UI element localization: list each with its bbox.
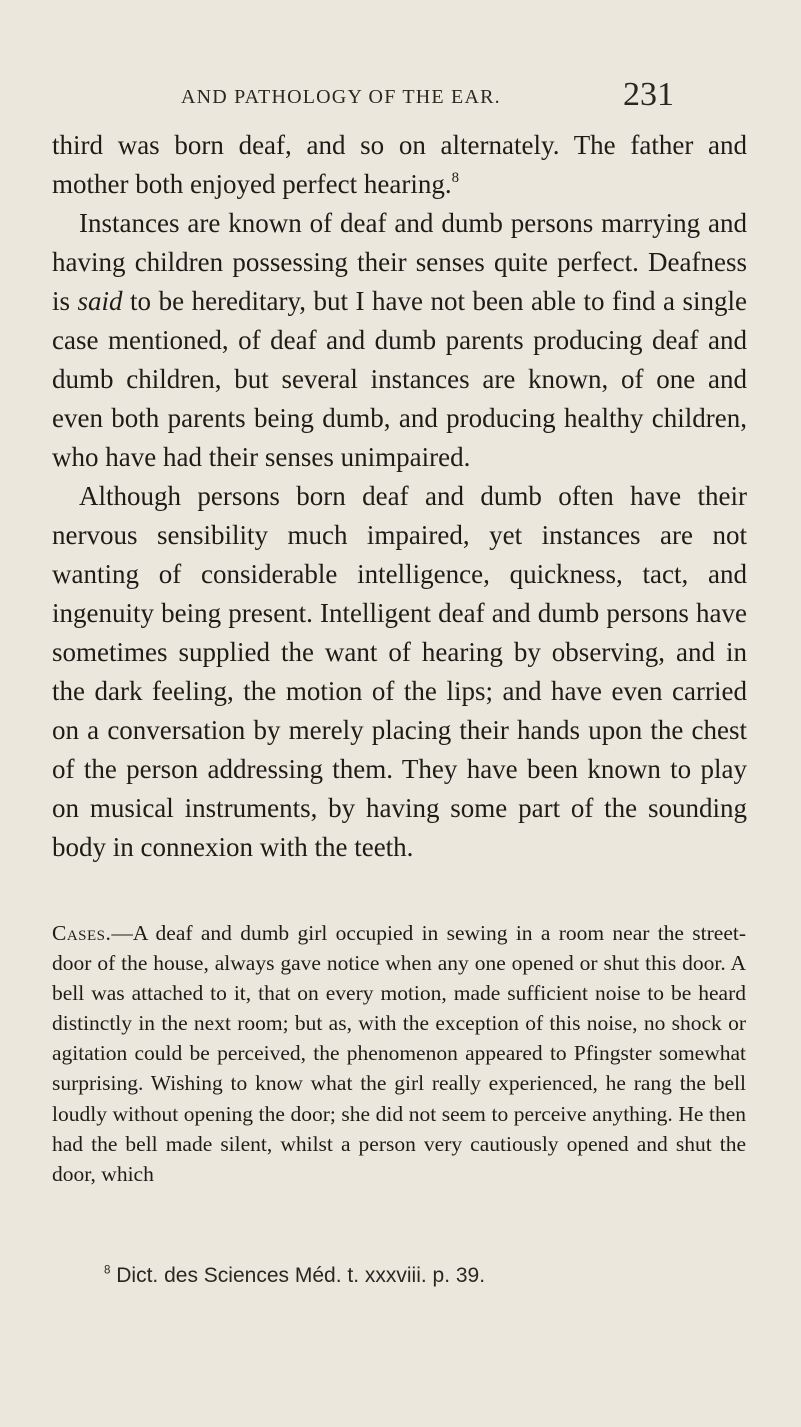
- paragraph-2: [52, 204, 747, 477]
- cases-paragraph: [52, 918, 746, 1189]
- footnote-reference: 8: [451, 169, 460, 186]
- paragraph-3: Although persons born deaf and dumb often have their nervous sensibility much impaired, yet instances are not wanting of considerable intelligence, quickness, tact, and ingenuity being present. Intelligent deaf and dumb persons have sometimes supplied the want of hearing by observing, and in the dark feeling, the motion of the lips; and have even carried on a conversation by merely placing their hands upon the chest of the person addressing them. They have been known to play on musical instruments, by having some part of the sounding body in connexion with the teeth.: [52, 481, 747, 862]
- cases-text: A deaf and dumb girl occupied in sewing in a room near the street-door of the house, always gave notice when any one opened or shut this door. A bell was attached to it, that on every motion, made sufficient noise to be heard distinctly in the next room; but as, with the exception of this noise, no shock or agitation could be perceived, the phenomenon appeared to Pfingster somewhat surprising. Wishing to know what the girl really experienced, he rang the bell loudly without opening the door; she did not seem to perceive anything. He then had the bell made silent, whilst a person very cautiously opened and shut the door, which: [52, 921, 746, 1186]
- cases-section: [52, 918, 746, 1189]
- paragraph-1: [52, 126, 747, 204]
- paragraph-2-text-before: Instances are known of deaf and dumb persons marrying and having children possessing their senses quite perfect. Deafness is: [52, 208, 747, 316]
- main-text-block: [52, 126, 747, 867]
- emphasized-word: said: [77, 286, 123, 316]
- running-header: AND PATHOLOGY OF THE EAR.: [181, 86, 501, 108]
- footnote: [104, 1264, 485, 1288]
- footnote-marker: 8: [104, 1264, 111, 1277]
- cases-dash: —: [111, 921, 133, 945]
- paragraph-1-text: third was born deaf, and so on alternately. The father and mother both enjoyed perfect hearing.: [52, 130, 747, 199]
- page-number: 231: [623, 76, 674, 113]
- footnote-text: Dict. des Sciences Méd. t. xxxviii. p. 39.: [116, 1264, 486, 1287]
- paragraph-2-text-after: to be hereditary, but I have not been able to find a single case mentioned, of deaf and dumb parents producing deaf and dumb children, but several instances are known, of one and even both parents being dumb, and producing healthy children, who have had their senses unimpaired.: [52, 286, 747, 472]
- cases-label: Cases.: [52, 921, 112, 945]
